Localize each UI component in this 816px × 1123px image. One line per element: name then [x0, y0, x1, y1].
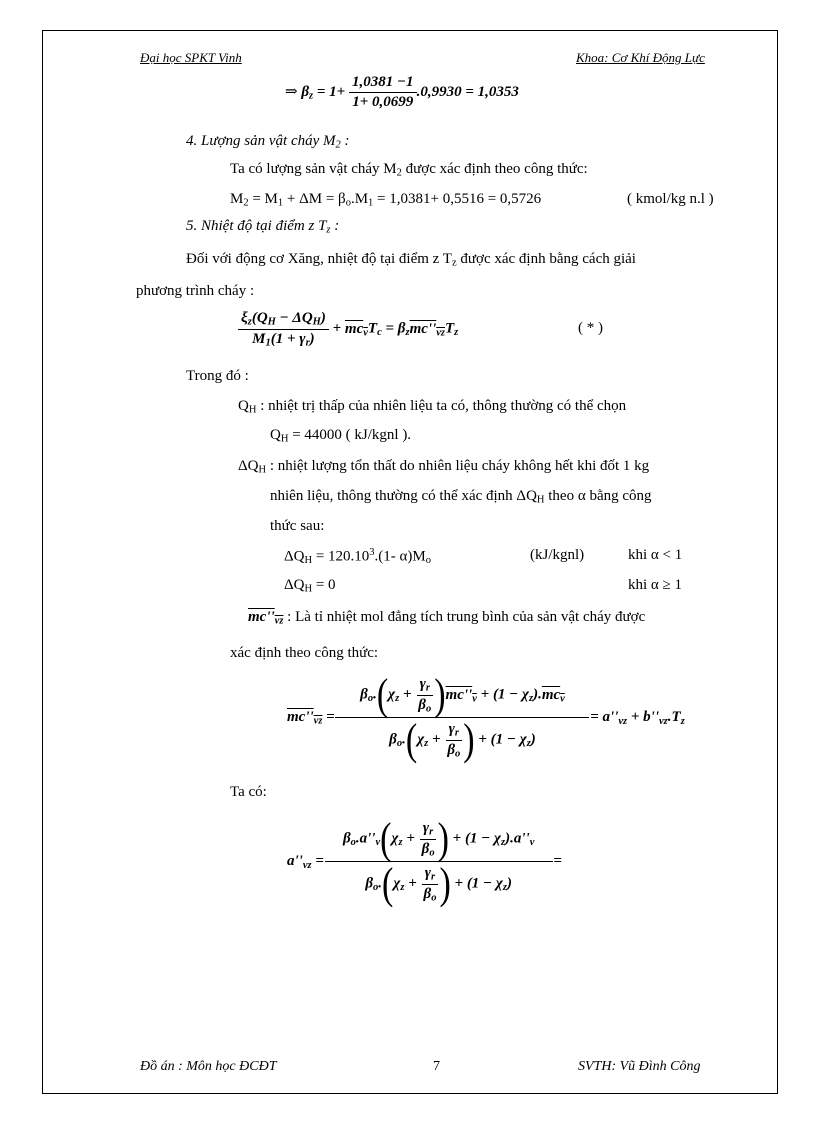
mcvz-description-2: xác định theo công thức:: [230, 645, 379, 661]
beta-z-denominator: 1+ 0,0699: [352, 94, 414, 110]
mcvz-description-1: $mc''_{vz}$ : Là tỉ nhiệt mol đẳng tích trung bình của sản vật cháy được: [248, 609, 646, 627]
page-number: 7: [433, 1059, 440, 1074]
dqh-formula-2-condition: khi α ≥ 1: [628, 577, 683, 593]
dqh-description-2: nhiên liệu, thông thường có thể xác định $\Delta Q_H$ theo α bằng công: [270, 488, 652, 506]
dqh-formula-1-unit: (kJ/kgnl): [530, 547, 585, 563]
section-5-title: 5. Nhiệt độ tại điểm z $T_z$ :: [186, 218, 340, 236]
dqh-formula-1: $\Delta Q_H = 120.10^3.(1-$ $\alpha)M_o$: [284, 547, 431, 566]
section-4-unit: ( kmol/kg n.l ): [627, 191, 714, 207]
header-school: Đại học SPKT Vinh: [140, 50, 242, 65]
dqh-formula-2: $\Delta Q_H = 0$: [284, 577, 336, 595]
footer-right: SVTH: Vũ Đình Công: [578, 1059, 701, 1074]
footer-left: Đồ án : Môn học ĐCĐT: [140, 1059, 277, 1074]
section-4-title: 4. Lượng sản vật cháy $M_2$ :: [186, 133, 350, 151]
dqh-formula-1-condition: khi α < 1: [628, 547, 683, 563]
where-label: Trong đó :: [186, 368, 249, 384]
taco-label: Ta có:: [230, 784, 267, 800]
mcvz-formula: $mc''_{vz}$ = $\beta_o.(\chi_z$ + $\frac{\gamma_r}{\beta_o}$ )$mc''_v + (1 - \chi_z).mc_v$ $\beta_o.(\chi_z$ + $\frac{\gamma_r}{\beta_o}$ ) + $(1 - \chi_z)$ = $a''_{vz} + b''_{vz}.T_z$: [287, 670, 685, 765]
dqh-description-1: $\Delta Q_H$ : nhiệt lượng tổn thất do nhiên liệu cháy không hết khi đốt 1 kg: [238, 458, 650, 476]
avz-formula: $a''_{vz}$ = $\beta_o.a''_v(\chi_z$ + $\frac{\gamma_r}{\beta_o}$ ) + $(1 - \chi_z).a''_v$ $\beta_o.(\chi_z$ + $\frac{\gamma_r}{\beta_o}$ ) + $(1 - \chi_z)$ =: [287, 814, 562, 909]
qh-value: $Q_H = 44000$ ( kJ/kgnl ).: [270, 427, 412, 445]
equation-beta-z: ⇒ $\beta_z = 1+$ $\frac{1,0381 -1}{1+ 0,0699}$ .0,9930 = 1,0353: [285, 74, 519, 110]
section-4-formula: $M_2 = M_1 + \Delta M = \beta_o.M_1 = 1,0381+ 0,5516 = 0,5726$: [230, 191, 542, 209]
beta-z-numerator: 1,0381 −1: [349, 74, 417, 93]
dqh-description-3: thức sau:: [270, 518, 325, 534]
paragraph-line-2: phương trình cháy :: [136, 283, 255, 299]
header-faculty: Khoa: Cơ Khí Động Lực: [576, 50, 705, 65]
combustion-equation: $\frac{\xi_z(Q_H - \Delta Q_H)}{M_1(1 + \gamma_r)}$ + $mc_vT_c = \beta_zmc''_{vz}T_z$: [238, 310, 458, 348]
section-4-text: Ta có lượng sản vật cháy $M_2$ được xác định theo công thức:: [230, 161, 588, 179]
qh-description: $Q_H$ : nhiệt trị thấp của nhiên liệu ta có, thông thường có thể chọn: [238, 398, 627, 416]
equation-marker: ( * ): [578, 320, 603, 336]
beta-z-result: .0,9930 = 1,0353: [416, 83, 519, 100]
paragraph-line-1: Đối với động cơ Xăng, nhiệt độ tại điểm z $T_z$ được xác định bằng cách giải: [186, 251, 636, 269]
